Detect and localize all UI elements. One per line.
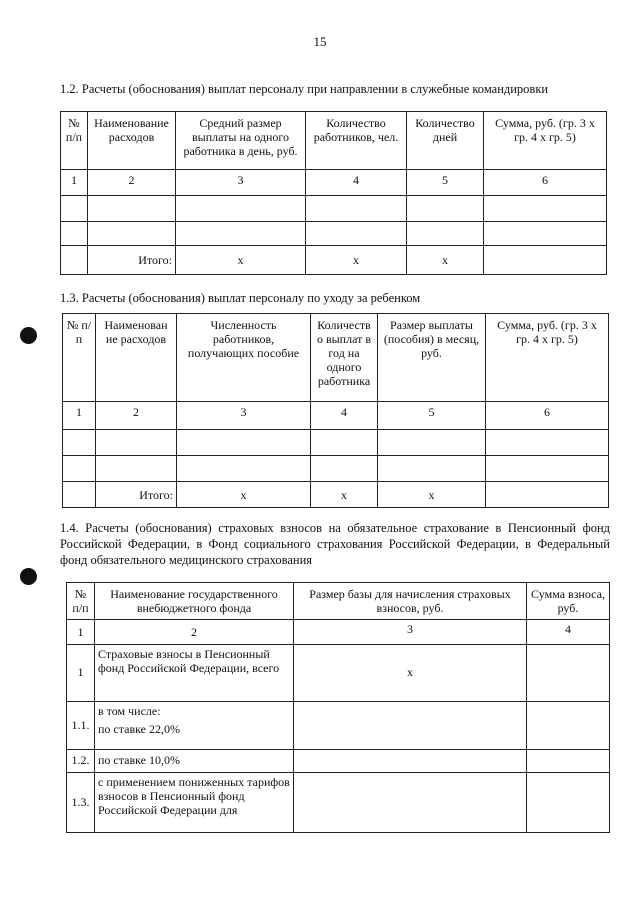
- table-number-row: [63, 402, 609, 430]
- table-header-row: [63, 314, 609, 402]
- col-number: 5: [407, 170, 484, 196]
- col-number: 6: [484, 170, 607, 196]
- row-number: 1.3.: [67, 773, 95, 833]
- row-name-line: в том числе:: [98, 704, 161, 718]
- table-header-row: [67, 583, 610, 620]
- header-count-workers: Численность работников, получающих пособие: [177, 314, 311, 402]
- punch-hole: [20, 568, 37, 585]
- col-number: 3: [294, 620, 527, 645]
- row-base: х: [294, 645, 527, 702]
- table-row: [67, 773, 610, 833]
- table-row: [61, 222, 607, 246]
- col-number: 2: [96, 402, 177, 430]
- header-workers: Количество работников, чел.: [306, 112, 407, 170]
- total-cell: х: [176, 246, 306, 275]
- table-row: [67, 702, 610, 750]
- col-number: 2: [88, 170, 176, 196]
- row-number: 1.2.: [67, 750, 95, 773]
- total-row: [63, 482, 609, 508]
- header-fund-name: Наименование государственного внебюджетного фонда: [95, 583, 294, 620]
- table-number-row: [67, 620, 610, 645]
- punch-hole: [20, 327, 37, 344]
- col-number: 1: [63, 402, 96, 430]
- total-cell: х: [177, 482, 311, 508]
- total-label: Итого:: [96, 482, 177, 508]
- header-num: № п/п: [63, 314, 96, 402]
- col-number: 3: [176, 170, 306, 196]
- header-sum: Сумма, руб. (гр. 3 х гр. 4 х гр. 5): [484, 112, 607, 170]
- section-1-4-title: 1.4. Расчеты (обоснования) страховых взносов на обязательное страхование в Пенсионный фонд Российской Федерации, в Фонд социального страхования Российской Федерации, в Федеральный фонд обязательного медицинского страхования: [60, 521, 610, 567]
- header-num: № п/п: [67, 583, 95, 620]
- table-row: [63, 430, 609, 456]
- total-label: Итого:: [88, 246, 176, 275]
- table-1-3: [62, 313, 609, 508]
- col-number: 2: [95, 620, 294, 645]
- col-number: 1: [61, 170, 88, 196]
- header-num: № п/п: [61, 112, 88, 170]
- total-cell: х: [378, 482, 486, 508]
- table-header-row: [61, 112, 607, 170]
- table-row: [67, 645, 610, 702]
- row-name: с применением пониженных тарифов взносов в Пенсионный фонд Российской Федерации для: [95, 773, 294, 833]
- header-monthly-payment: Размер выплаты (пособия) в месяц, руб.: [378, 314, 486, 402]
- total-row: [61, 246, 607, 275]
- table-number-row: [61, 170, 607, 196]
- total-cell: х: [407, 246, 484, 275]
- table-row: [63, 456, 609, 482]
- col-number: 4: [527, 620, 610, 645]
- row-name: по ставке 10,0%: [95, 750, 294, 773]
- row-number: 1: [67, 645, 95, 702]
- header-base: Размер базы для начисления страховых взносов, руб.: [294, 583, 527, 620]
- section-1-3-title: 1.3. Расчеты (обоснования) выплат персоналу по уходу за ребенком: [60, 291, 421, 305]
- header-avg-payment: Средний размер выплаты на одного работника в день, руб.: [176, 112, 306, 170]
- total-cell: х: [306, 246, 407, 275]
- header-payments-per-year: Количеств о выплат в год на одного работника: [311, 314, 378, 402]
- header-sum: Сумма, руб. (гр. 3 х гр. 4 х гр. 5): [486, 314, 609, 402]
- row-name-line: по ставке 22,0%: [98, 722, 180, 736]
- table-row: [67, 750, 610, 773]
- header-name: Наименован ие расходов: [96, 314, 177, 402]
- col-number: 4: [306, 170, 407, 196]
- total-cell: х: [311, 482, 378, 508]
- page-number: 15: [313, 34, 327, 49]
- col-number: 6: [486, 402, 609, 430]
- table-1-4: [66, 582, 610, 833]
- row-name: Страховые взносы в Пенсионный фонд Российской Федерации, всего: [95, 645, 294, 702]
- table-1-2: [60, 111, 607, 275]
- col-number: 4: [311, 402, 378, 430]
- header-contribution: Сумма взноса, руб.: [527, 583, 610, 620]
- section-1-2-title: 1.2. Расчеты (обоснования) выплат персоналу при направлении в служебные командировки: [60, 82, 549, 96]
- col-number: 3: [177, 402, 311, 430]
- header-name: Наименование расходов: [88, 112, 176, 170]
- table-row: [61, 196, 607, 222]
- header-days: Количество дней: [407, 112, 484, 170]
- row-name: [95, 702, 294, 750]
- row-number: 1.1.: [67, 702, 95, 750]
- col-number: 1: [67, 620, 95, 645]
- col-number: 5: [378, 402, 486, 430]
